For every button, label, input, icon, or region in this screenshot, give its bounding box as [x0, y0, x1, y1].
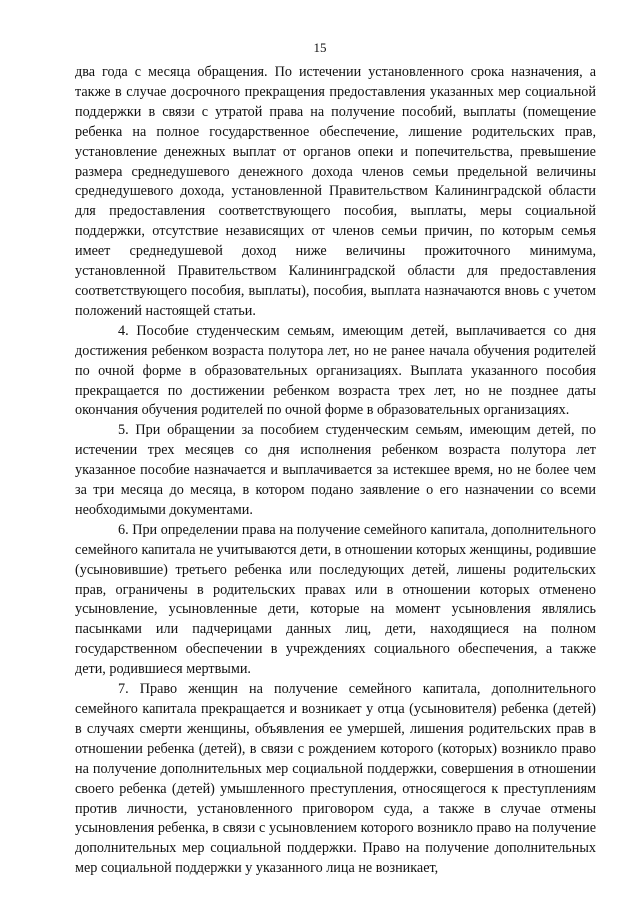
- paragraph-item-5: 5. При обращении за пособием студенческим семьям, имеющим детей, по истечении трех месяцев со дня исполнения ребенком возраста полутора лет указанное пособие назначается и выплачивается за истекшее время, но не более чем за три месяца до месяца, в котором подано заявление о его назначении со всеми необходимыми документами.: [75, 422, 596, 518]
- document-body: [75, 63, 596, 879]
- paragraph-item-4: 4. Пособие студенческим семьям, имеющим детей, выплачивается со дня достижения ребенком возраста полутора лет, но не ранее начала обучения родителей по очной форме в образовательных организациях. Выплата указанного пособия прекращается по достижении ребенком возраста трех лет, но не позднее даты окончания обучения родителей по очной форме в образовательных организациях.: [75, 322, 596, 419]
- page-number: 15: [313, 40, 327, 55]
- paragraph-item-7: 7. Право женщин на получение семейного капитала, дополнительного семейного капитала прекращается и возникает у отца (усыновителя) ребенка (детей) в случаях смерти женщины, объявления ее умершей, лишения родительских прав в отношении ребенка (детей), в связи с рождением которого (которых) возникло право на получение дополнительных мер социальной поддержки, совершения в отношении своего ребенка (детей) умышленного преступления, относящегося к преступлениям против личности, установленного приговором суда, а также в случае отмены усыновления ребенка, в связи с усыновлением которого возникло право на получение дополнительных мер социальной поддержки. Право на получение дополнительных мер социальной поддержки у указанного лица не возникает,: [75, 681, 596, 877]
- paragraph-continuation: два года с месяца обращения. По истечении установленного срока назначения, а также в случае досрочного прекращения предоставления указанных мер социальной поддержки в связи с утратой права на получение пособий, выплаты (помещение ребенка на полное государственное обеспечение, лишение родительских прав, установление денежных выплат от органов опеки и попечительства, превышение размера среднедушевого денежного дохода членов семьи предельной величины среднедушевого дохода, установленной Правительством Калининградской области для предоставления соответствующего пособия, выплаты, меры социальной поддержки, отсутствие независящих от членов семьи причин, по которым семья имеет среднедушевой доход ниже величины прожиточного минимума, установленной Правительством Калининградской области для предоставления соответствующего пособия, выплаты), пособия, выплата назначаются вновь с учетом положений настоящей статьи.: [75, 64, 596, 319]
- paragraph-item-6: 6. При определении права на получение семейного капитала, дополнительного семейного капитала не учитываются дети, в отношении которых женщины, родившие (усыновившие) третьего ребенка или последующих детей, лишены родительских прав, ограничены в родительских правах или в отношении которых отменено усыновление, усыновленные дети, которые на момент усыновления являлись пасынками или падчерицами данных лиц, дети, находящиеся на полном государственном обеспечении в учреждениях социального обеспечения, а также дети, родившиеся мертвыми.: [75, 521, 596, 678]
